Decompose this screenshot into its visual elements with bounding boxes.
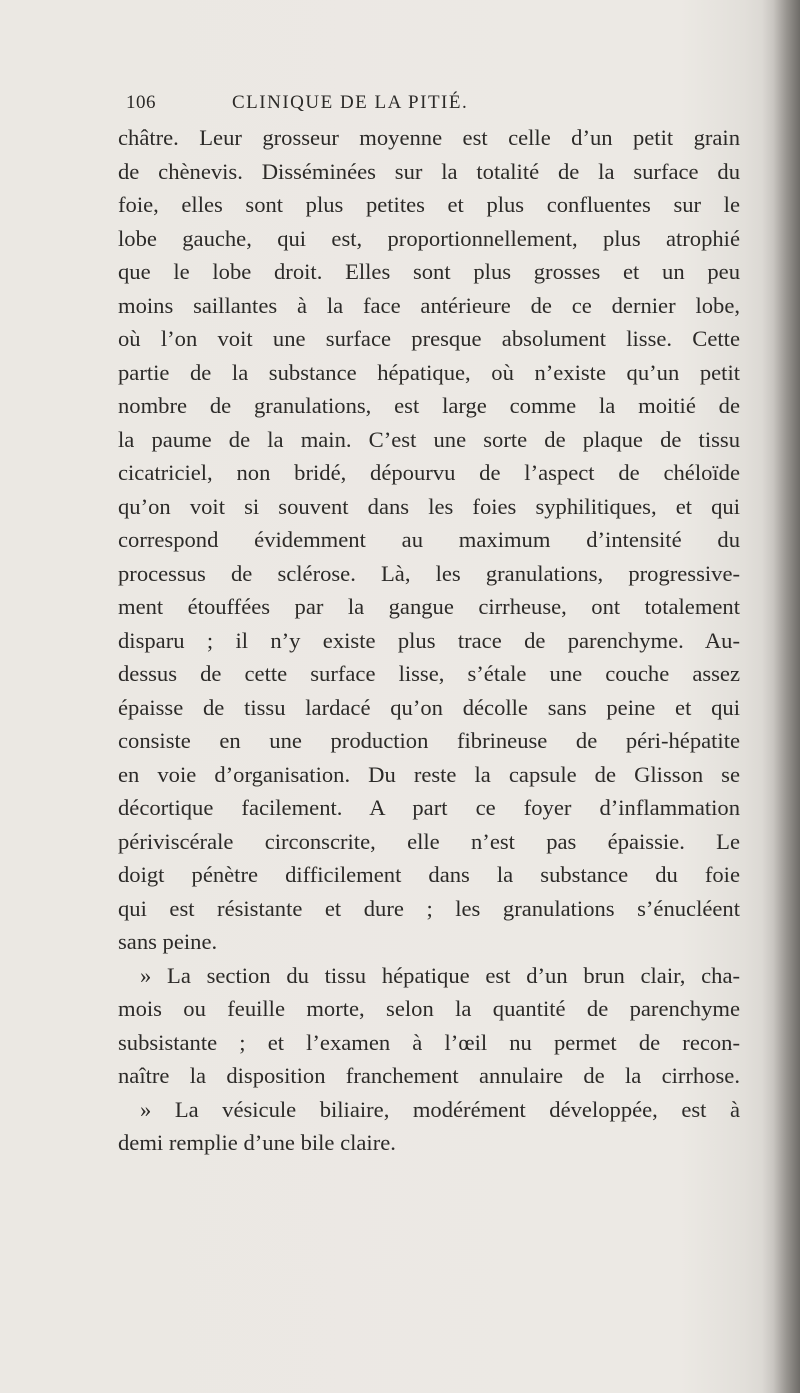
text-line: qui est résistante et dure ; les granulations s’énucléent	[118, 895, 740, 921]
page-edge-shadow	[762, 0, 800, 1393]
text-line: qu’on voit si souvent dans les foies syphilitiques, et qui	[118, 493, 740, 519]
text-line: périviscérale circonscrite, elle n’est pas épaissie. Le	[118, 828, 740, 854]
text-line: consiste en une production fibrineuse de péri-hépatite	[118, 728, 740, 753]
text-line: » La section du tissu hépatique est d’un brun clair, cha-	[140, 962, 740, 988]
text-line: » La vésicule biliaire, modérément développée, est à	[140, 1096, 740, 1122]
text-line: naître la disposition franchement annulaire de la cirrhose.	[118, 1063, 740, 1088]
body-text	[118, 121, 740, 1160]
text-line: foie, elles sont plus petites et plus confluentes sur le	[118, 192, 740, 217]
running-head: CLINIQUE DE LA PITIÉ.	[232, 92, 469, 113]
text-line: où l’on voit une surface presque absolument lisse. Cette	[118, 326, 740, 351]
text-line: sans peine.	[118, 929, 218, 954]
text-line: disparu ; il n’y existe plus trace de parenchyme. Au-	[118, 627, 740, 653]
text-line: que le lobe droit. Elles sont plus grosses et un peu	[118, 259, 740, 284]
text-line: moins saillantes à la face antérieure de ce dernier lobe,	[118, 292, 740, 318]
text-line: dessus de cette surface lisse, s’étale une couche assez	[118, 661, 740, 686]
text-line: ment étouffées par la gangue cirrheuse, ont totalement	[118, 594, 740, 619]
text-line: décortique facilement. A part ce foyer d’inflammation	[118, 795, 740, 820]
text-line: nombre de granulations, est large comme la moitié de	[118, 393, 740, 418]
text-line: correspond évidemment au maximum d’intensité du	[118, 527, 740, 552]
text-line: épaisse de tissu lardacé qu’on décolle sans peine et qui	[118, 694, 740, 720]
page-number: 106	[126, 92, 156, 113]
text-line: subsistante ; et l’examen à l’œil nu permet de recon-	[118, 1029, 740, 1055]
text-line: mois ou feuille morte, selon la quantité de parenchyme	[118, 996, 740, 1021]
text-line: doigt pénètre difficilement dans la substance du foie	[118, 862, 740, 887]
text-line: lobe gauche, qui est, proportionnellement, plus atrophié	[118, 225, 740, 251]
text-line: châtre. Leur grosseur moyenne est celle d’un petit grain	[118, 125, 740, 150]
text-line: partie de la substance hépatique, où n’existe qu’un petit	[118, 359, 740, 385]
page-header	[126, 92, 746, 122]
text-line: de chènevis. Disséminées sur la totalité de la surface du	[118, 158, 740, 184]
text-line: cicatriciel, non bridé, dépourvu de l’aspect de chéloïde	[118, 460, 740, 485]
text-line: la paume de la main. C’est une sorte de plaque de tissu	[118, 426, 740, 452]
text-line: processus de sclérose. Là, les granulations, progressive-	[118, 560, 740, 586]
text-line: en voie d’organisation. Du reste la capsule de Glisson se	[118, 761, 740, 787]
text-line: demi remplie d’une bile claire.	[118, 1130, 396, 1155]
